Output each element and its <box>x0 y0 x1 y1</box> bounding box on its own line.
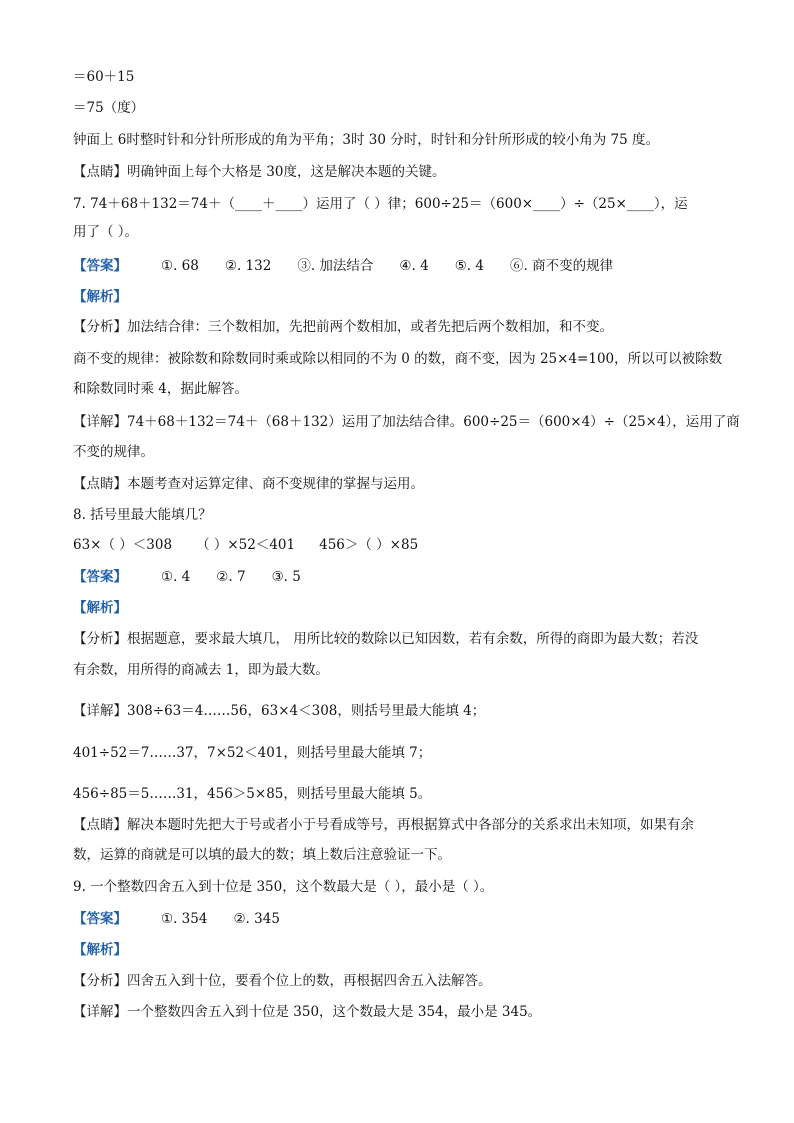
q9-answer-2: ②. 345 <box>233 911 280 927</box>
q8-expr-2: （ ）×52＜401 <box>196 537 296 553</box>
answer-tag: 【答案】 <box>73 258 127 274</box>
q7-xiangjie-line-1: 【详解】74＋68＋132＝74＋（68＋132）运用了加法结合律。600÷25＝（600×4）÷（25×4），运用了商 <box>73 414 740 430</box>
q9-answer-row <box>73 910 733 928</box>
q7-answer-row <box>73 257 733 275</box>
q9-answer-1: ①. 354 <box>161 911 208 927</box>
answer-tag: 【答案】 <box>73 911 127 927</box>
q8-analysis-heading: 【解析】 <box>73 600 127 616</box>
q7-answer-3: ③. 加法结合 <box>297 258 374 274</box>
q7-question-line-2: 用了（ ）。 <box>73 224 139 240</box>
q8-xiangjie-line-1: 【详解】308÷63＝4……56，63×4＜308，则括号里最大能填 4； <box>73 703 486 719</box>
q8-expressions <box>73 536 733 554</box>
q7-question-line-1: 7. 74＋68＋132＝74＋（____＋____）运用了（ ）律；600÷25＝（600×____）÷（25×____），运 <box>73 196 688 212</box>
q8-answer-3: ③. 5 <box>271 569 301 585</box>
q7-dianjing: 【点睛】本题考查对运算定律、商不变规律的掌握与运用。 <box>73 476 424 492</box>
q8-xiangjie-line-3: 456÷85＝5……31，456＞5×85，则括号里最大能填 5。 <box>73 786 432 802</box>
q8-expr-1: 63×（ ）＜308 <box>73 537 173 553</box>
q8-answer-1: ①. 4 <box>161 569 191 585</box>
answer-tag: 【答案】 <box>73 569 127 585</box>
q9-fenxi: 【分析】四舍五入到十位，要看个位上的数，再根据四舍五入法解答。 <box>73 973 492 989</box>
equation-line-2: ＝75（度） <box>73 100 145 116</box>
q8-fenxi-line-2: 有余数，用所得的商减去 1，即为最大数。 <box>73 662 329 678</box>
clock-conclusion: 钟面上 6时整时针和分针所形成的角为平角；3时 30 分时，时针和分针所形成的较小角为 75 度。 <box>73 132 659 148</box>
equation-line-1: ＝60＋15 <box>73 69 135 85</box>
q8-answer-row <box>73 568 733 586</box>
q8-title: 8. 括号里最大能填几？ <box>73 507 212 523</box>
q8-dianjing-line-2: 数，运算的商就是可以填的最大的数；填上数后注意验证一下。 <box>73 847 451 863</box>
q6-dianjing: 【点睛】明确钟面上每个大格是 30度，这是解决本题的关键。 <box>73 164 446 180</box>
q7-answer-2: ②. 132 <box>224 258 272 274</box>
q7-answer-6: ⑥. 商不变的规律 <box>509 258 614 274</box>
q8-expr-3: 456＞（ ）×85 <box>319 537 419 553</box>
q8-dianjing-line-1: 【点睛】解决本题时先把大于号或者小于号看成等号，再根据算式中各部分的关系求出未知项，如果有余 <box>73 817 694 833</box>
q7-fenxi-line-3: 和除数同时乘 4，据此解答。 <box>73 381 248 397</box>
q8-xiangjie-line-2: 401÷52＝7……37，7×52＜401，则括号里最大能填 7； <box>73 745 432 761</box>
q8-answer-2: ②. 7 <box>216 569 246 585</box>
q9-analysis-heading: 【解析】 <box>73 942 127 958</box>
q9-xiangjie: 【详解】一个整数四舍五入到十位是 350，这个数最大是 354，最小是 345。 <box>73 1004 542 1020</box>
q7-answer-4: ④. 4 <box>399 258 429 274</box>
q7-fenxi-line-2: 商不变的规律：被除数和除数同时乘或除以相同的不为 0 的数，商不变，因为 25×4=100，所以可以被除数 <box>73 351 723 367</box>
q7-answer-5: ⑤. 4 <box>454 258 484 274</box>
q7-fenxi-line-1: 【分析】加法结合律：三个数相加，先把前两个数相加，或者先把后两个数相加，和不变。 <box>73 319 613 335</box>
q7-xiangjie-line-2: 不变的规律。 <box>73 444 154 460</box>
q7-answer-1: ①. 68 <box>161 258 199 274</box>
q7-analysis-heading: 【解析】 <box>73 289 127 305</box>
q9-title: 9. 一个整数四舍五入到十位是 350，这个数最大是（ ），最小是（ ）。 <box>73 879 494 895</box>
q8-fenxi-line-1: 【分析】根据题意，要求最大填几， 用所比较的数除以已知因数，若有余数，所得的商即为最大数；若没 <box>73 631 699 647</box>
